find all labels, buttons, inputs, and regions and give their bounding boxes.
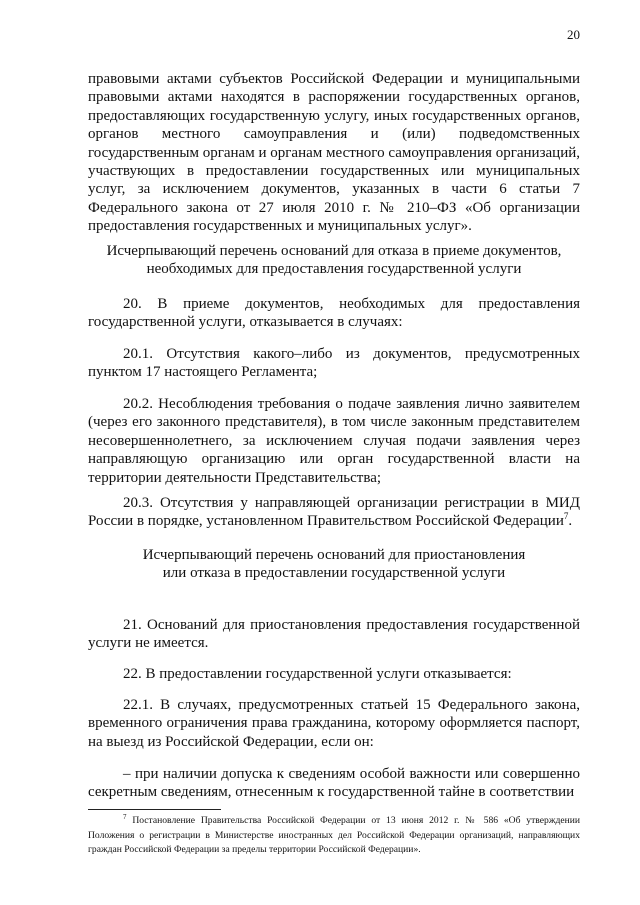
paragraph-text: правовыми актами субъектов Российской Федерации и муниципальными правовыми актами находятся в распоряжении государственных органов, предоставляющих государственную услугу, иных государственных органов, органов местного самоуправления и (или) подведомственных государственным органам и органам местного самоуправления организаций, участвующих в предоставлении государственных или муниципальных услуг, за исключением документов, указанных в части 6 статьи 7 Федерального закона от 27 июля 2010 г. № 210–ФЗ «Об организации предоставления государственных и муниципальных услуг». — [88, 71, 580, 235]
paragraph-text: 22.1. В случаях, предусмотренных статьей 15 Федерального закона, временного ограничения права гражданина, которому оформляется паспорт, на выезд из Российской Федерации, если он: — [88, 697, 580, 750]
paragraph-20-3-text: 20.3. Отсутствия у направляющей организации регистрации в МИД России в порядке, установленном Правительством Российской Федерации — [88, 495, 580, 530]
paragraph-22-1 — [88, 696, 580, 751]
paragraph-text: 20.2. Несоблюдения требования о подаче заявления лично заявителем (через его законного представителя), в том числе законным представителем несовершеннолетнего, за исключением случая подачи заявления через направляющую организацию или орган государственной власти на территории деятельности Представительства; — [88, 396, 580, 486]
paragraph-20-1 — [88, 345, 580, 382]
paragraph-20-3-end: . — [568, 513, 573, 530]
page-number: 20 — [567, 27, 580, 42]
paragraph-text: 20.1. Отсутствия какого–либо из документов, предусмотренных пунктом 17 настоящего Регламента; — [88, 346, 580, 381]
section-heading-refusal-documents — [88, 242, 580, 279]
paragraph-text: 22. В предоставлении государственной услуги отказывается: — [123, 666, 512, 682]
paragraph-text: 21. Оснований для приостановления предоставления государственной услуги не имеется. — [88, 617, 580, 652]
heading-line: или отказа в предоставлении государственной услуги — [162, 565, 506, 582]
footnote-mark: 7 — [123, 812, 127, 821]
heading-line: необходимых для предоставления государственной услуги — [146, 261, 522, 278]
section-heading-suspension — [88, 546, 580, 583]
footnote-divider — [88, 809, 221, 810]
footnote — [88, 814, 580, 858]
paragraph-text — [88, 494, 580, 531]
paragraph-20-3 — [88, 494, 580, 531]
paragraph-text: – при наличии допуска к сведениям особой важности или совершенно секретным сведениям, отнесенным к государственной тайне в соответствии — [88, 766, 580, 801]
paragraph-20 — [88, 295, 580, 332]
paragraph-22-1-item — [88, 765, 580, 802]
heading-line: Исчерпывающий перечень оснований для отказа в приеме документов, — [106, 243, 562, 259]
paragraph-continuation — [88, 70, 580, 236]
paragraph-21 — [88, 616, 580, 653]
paragraph-22 — [88, 665, 580, 683]
paragraph-20-2 — [88, 395, 580, 487]
footnote-reference: 7 — [563, 511, 569, 522]
footnote-text: Постановление Правительства Российской Федерации от 13 июня 2012 г. № 586 «Об утверждении Положения о регистрации в Министерстве иностранных дел Российской Федерации организаций, направляющих граждан Российской Федерации за пределы территории Российской Федерации». — [88, 815, 580, 855]
paragraph-text: 20. В приеме документов, необходимых для предоставления государственной услуги, отказывается в случаях: — [88, 296, 580, 331]
heading-line: Исчерпывающий перечень оснований для приостановления — [142, 547, 526, 563]
